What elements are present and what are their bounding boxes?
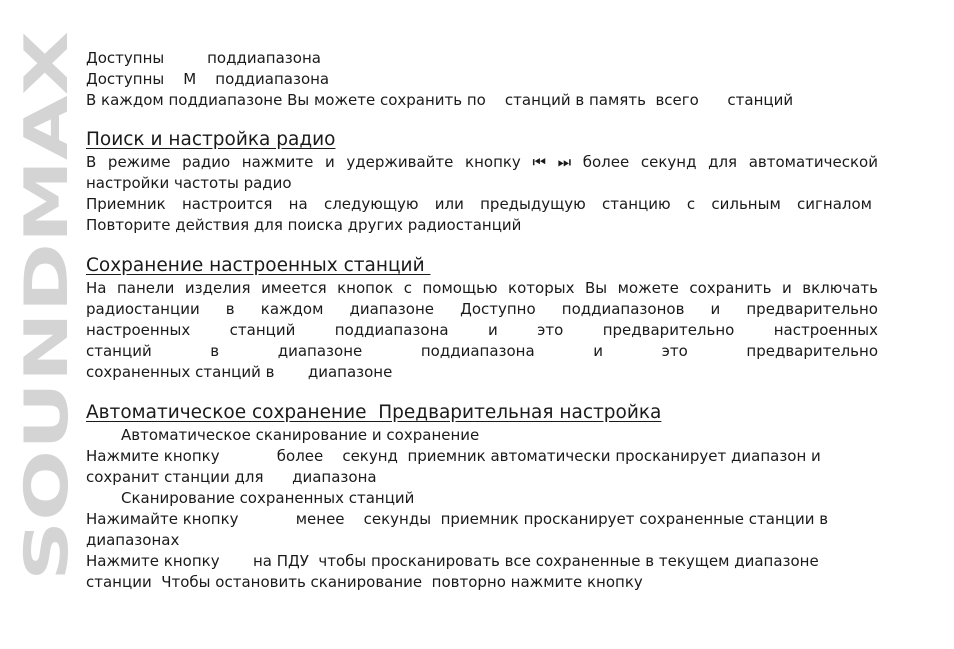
text-line: настроенных станций поддиапазона и это предварительно настроенных <box>86 321 878 339</box>
text-line: Нажимайте кнопку менее секунды приемник просканирует сохраненные станции в <box>86 510 829 528</box>
text-line: радиостанции в каждом диапазоне Доступно поддиапазонов и предварительно <box>86 300 878 318</box>
svg-text:SOUNDMAX: SOUNDMAX <box>12 185 82 581</box>
text-line: настройки частоты радио <box>86 174 292 192</box>
text-line: станций в диапазоне поддиапазона и это предварительно <box>86 342 878 360</box>
subheading: Автоматическое сканирование и сохранение <box>121 426 480 444</box>
text-line: станции Чтобы остановить сканирование повторно нажмите кнопку <box>86 573 643 591</box>
text-line: диапазонах <box>86 531 180 549</box>
text-line: В режиме радио нажмите и удерживайте кнопку ⏮ ⏭ более секунд для автоматической <box>86 153 878 171</box>
section-heading-auto-save: Автоматическое сохранение Предварительная настройка <box>86 402 662 423</box>
text-line: Нажмите кнопку более секунд приемник автоматически просканирует диапазон и <box>86 447 821 465</box>
text-line: Приемник настроится на следующую или предыдущую станцию с сильным сигналом <box>86 195 872 213</box>
subheading: Сканирование сохраненных станций <box>121 489 415 507</box>
soundmax-watermark-logo <box>12 26 82 586</box>
text-line: Доступны М поддиапазона <box>86 70 330 88</box>
text-line: В каждом поддиапазоне Вы можете сохранить по станций в память всего станций <box>86 91 794 109</box>
text-line: Доступны поддиапазона <box>86 49 321 67</box>
text-line: Повторите действия для поиска других радиостанций <box>86 216 522 234</box>
text-line: сохранит станции для диапазона <box>86 468 377 486</box>
section-heading-saving-stations: Сохранение настроенных станций <box>86 255 431 276</box>
text-line: Нажмите кнопку на ПДУ чтобы просканировать все сохраненные в текущем диапазоне <box>86 552 819 570</box>
text-line: На панели изделия имеется кнопок с помощью которых Вы можете сохранить и включать <box>86 279 878 297</box>
section-heading-radio-search: Поиск и настройка радио <box>86 129 336 150</box>
text-line: сохраненных станций в диапазоне <box>86 363 393 381</box>
